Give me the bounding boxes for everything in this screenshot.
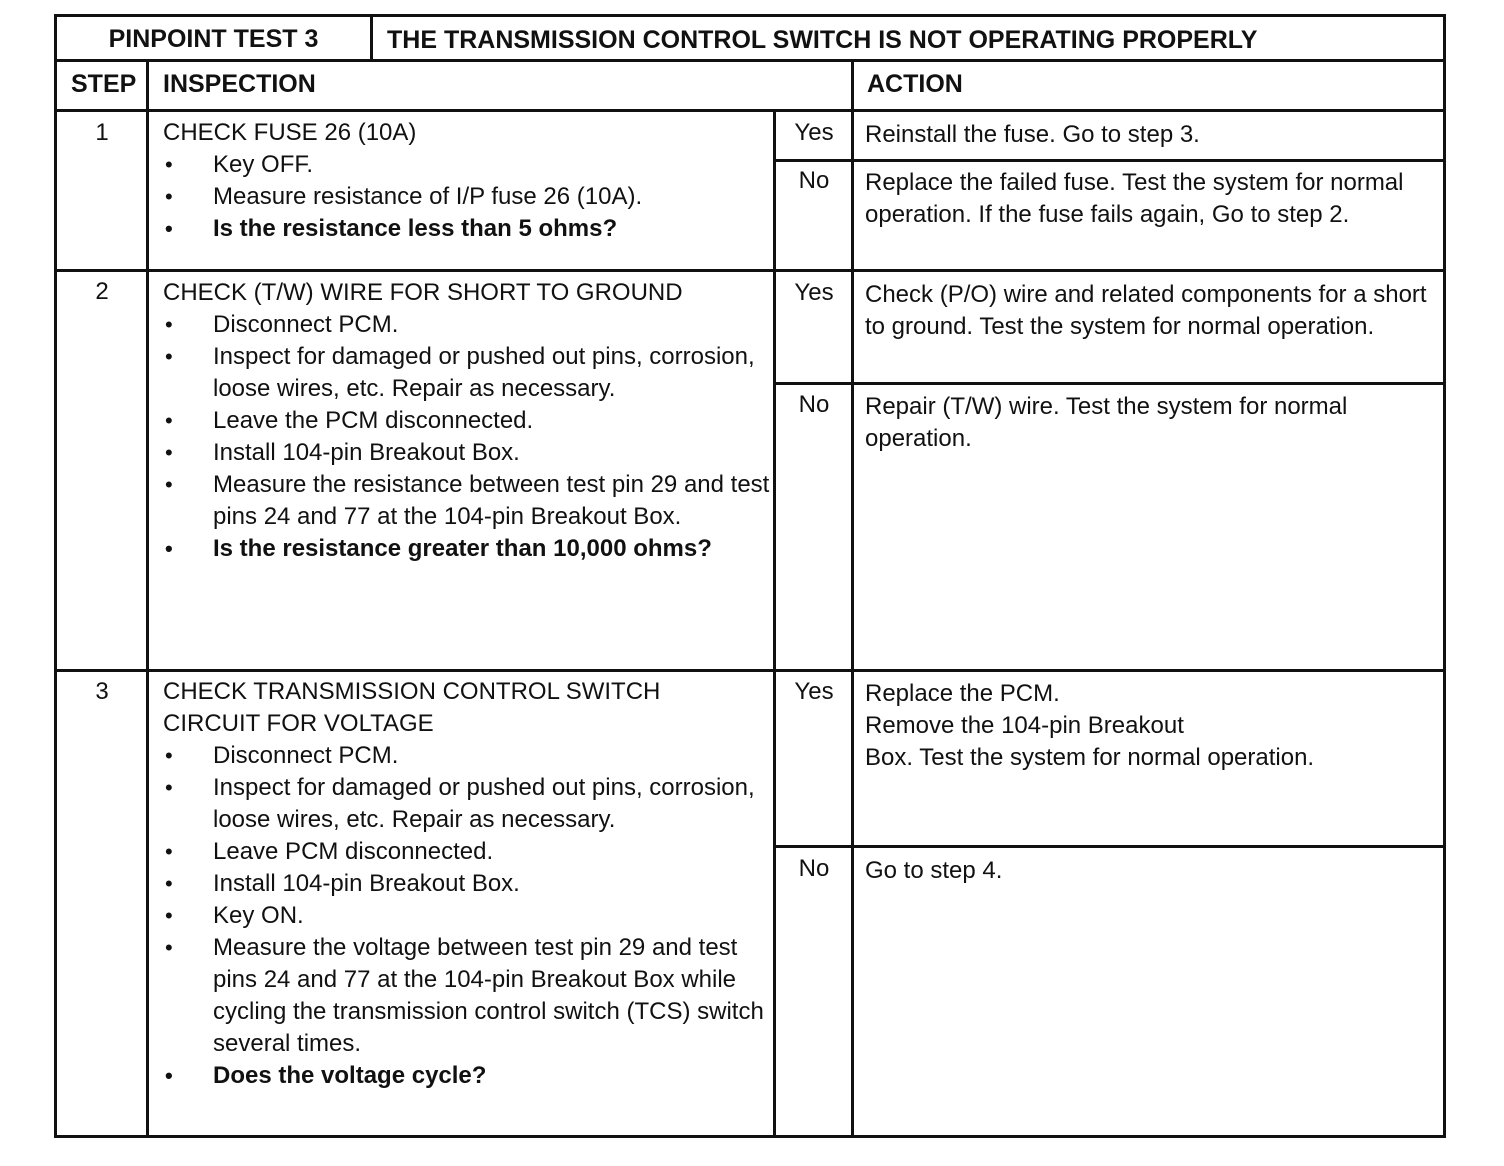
step-heading: CHECK FUSE 26 (10A) xyxy=(163,119,417,146)
step-number: 2 xyxy=(95,278,109,305)
yes-action: Check (P/O) wire and related components for a short to ground. Test the system for normal operation. xyxy=(865,281,1427,340)
test-label: PINPOINT TEST 3 xyxy=(57,17,373,59)
bullet-item: • Key OFF. xyxy=(163,149,773,181)
yes-action xyxy=(865,678,1435,774)
step2-divider xyxy=(57,669,1446,672)
yes-action-line: Replace the PCM. xyxy=(865,680,1060,707)
bullet-item: • Install 104-pin Breakout Box. xyxy=(163,868,773,900)
step-2-inspection xyxy=(163,277,773,565)
step-bullets xyxy=(163,740,773,1092)
yes-label: Yes xyxy=(794,678,834,705)
header-divider xyxy=(57,109,1446,112)
bullet-question: • Does the voltage cycle? xyxy=(163,1060,773,1092)
bullet-item: • Disconnect PCM. xyxy=(163,740,773,772)
bullet-item: • Inspect for damaged or pushed out pins, corrosion, loose wires, etc. Repair as necessary. xyxy=(163,341,773,405)
step-heading: CHECK (T/W) WIRE FOR SHORT TO GROUND xyxy=(163,279,683,306)
step-bullets xyxy=(163,309,773,565)
bullet-item: • Measure the resistance between test pin 29 and test pins 24 and 77 at the 104-pin Breakout Box. xyxy=(163,469,773,533)
bullet-item: • Leave the PCM disconnected. xyxy=(163,405,773,437)
bullet-item: • Leave PCM disconnected. xyxy=(163,836,773,868)
yes-action: Reinstall the fuse. Go to step 3. xyxy=(865,121,1200,148)
step-number: 1 xyxy=(95,119,109,146)
pinpoint-test-page xyxy=(54,14,1448,1138)
step2-yes-no-divider xyxy=(773,382,1446,385)
bullet-question: • Is the resistance less than 5 ohms? xyxy=(163,213,773,245)
col-divider-action xyxy=(851,62,854,1135)
no-action: Repair (T/W) wire. Test the system for normal operation. xyxy=(865,393,1348,452)
yes-label: Yes xyxy=(794,119,834,146)
no-label: No xyxy=(798,391,830,418)
yes-action-line: Remove the 104-pin Breakout xyxy=(865,712,1184,739)
bullet-item: • Measure resistance of I/P fuse 26 (10A). xyxy=(163,181,773,213)
bullet-item: • Measure the voltage between test pin 29 and test pins 24 and 77 at the 104-pin Breakout Box while cycling the transmission control switch (TCS) switch several times. xyxy=(163,932,773,1060)
step-bullets xyxy=(163,149,773,245)
header-action: ACTION xyxy=(867,70,963,98)
yes-action-line: Box. Test the system for normal operation. xyxy=(865,744,1315,771)
bullet-item: • Key ON. xyxy=(163,900,773,932)
step-3-inspection xyxy=(163,676,773,1092)
no-action: Replace the failed fuse. Test the system for normal operation. If the fuse fails again, Go to step 2. xyxy=(865,169,1404,228)
header-step: STEP xyxy=(71,70,137,98)
bullet-item: • Inspect for damaged or pushed out pins, corrosion, loose wires, etc. Repair as necessary. xyxy=(163,772,773,836)
header-inspection: INSPECTION xyxy=(163,70,316,98)
step1-divider xyxy=(57,269,1446,272)
bullet-item: • Disconnect PCM. xyxy=(163,309,773,341)
col-divider-step xyxy=(146,62,149,1135)
test-description: THE TRANSMISSION CONTROL SWITCH IS NOT OPERATING PROPERLY xyxy=(387,26,1258,54)
yes-label: Yes xyxy=(794,279,834,306)
step-heading: CHECK TRANSMISSION CONTROL SWITCH CIRCUIT FOR VOLTAGE xyxy=(163,678,661,737)
no-label: No xyxy=(798,855,830,882)
step-1-inspection xyxy=(163,117,773,245)
col-divider-yesno xyxy=(773,112,776,1135)
step-number: 3 xyxy=(95,678,109,705)
no-label: No xyxy=(798,167,830,194)
step3-yes-no-divider xyxy=(773,845,1446,848)
bullet-item: • Install 104-pin Breakout Box. xyxy=(163,437,773,469)
title-row xyxy=(54,14,1446,62)
step1-yes-no-divider xyxy=(773,159,1446,162)
no-action: Go to step 4. xyxy=(865,857,1003,884)
bullet-question: • Is the resistance greater than 10,000 ohms? xyxy=(163,533,773,565)
diagnostic-table xyxy=(54,62,1446,1138)
